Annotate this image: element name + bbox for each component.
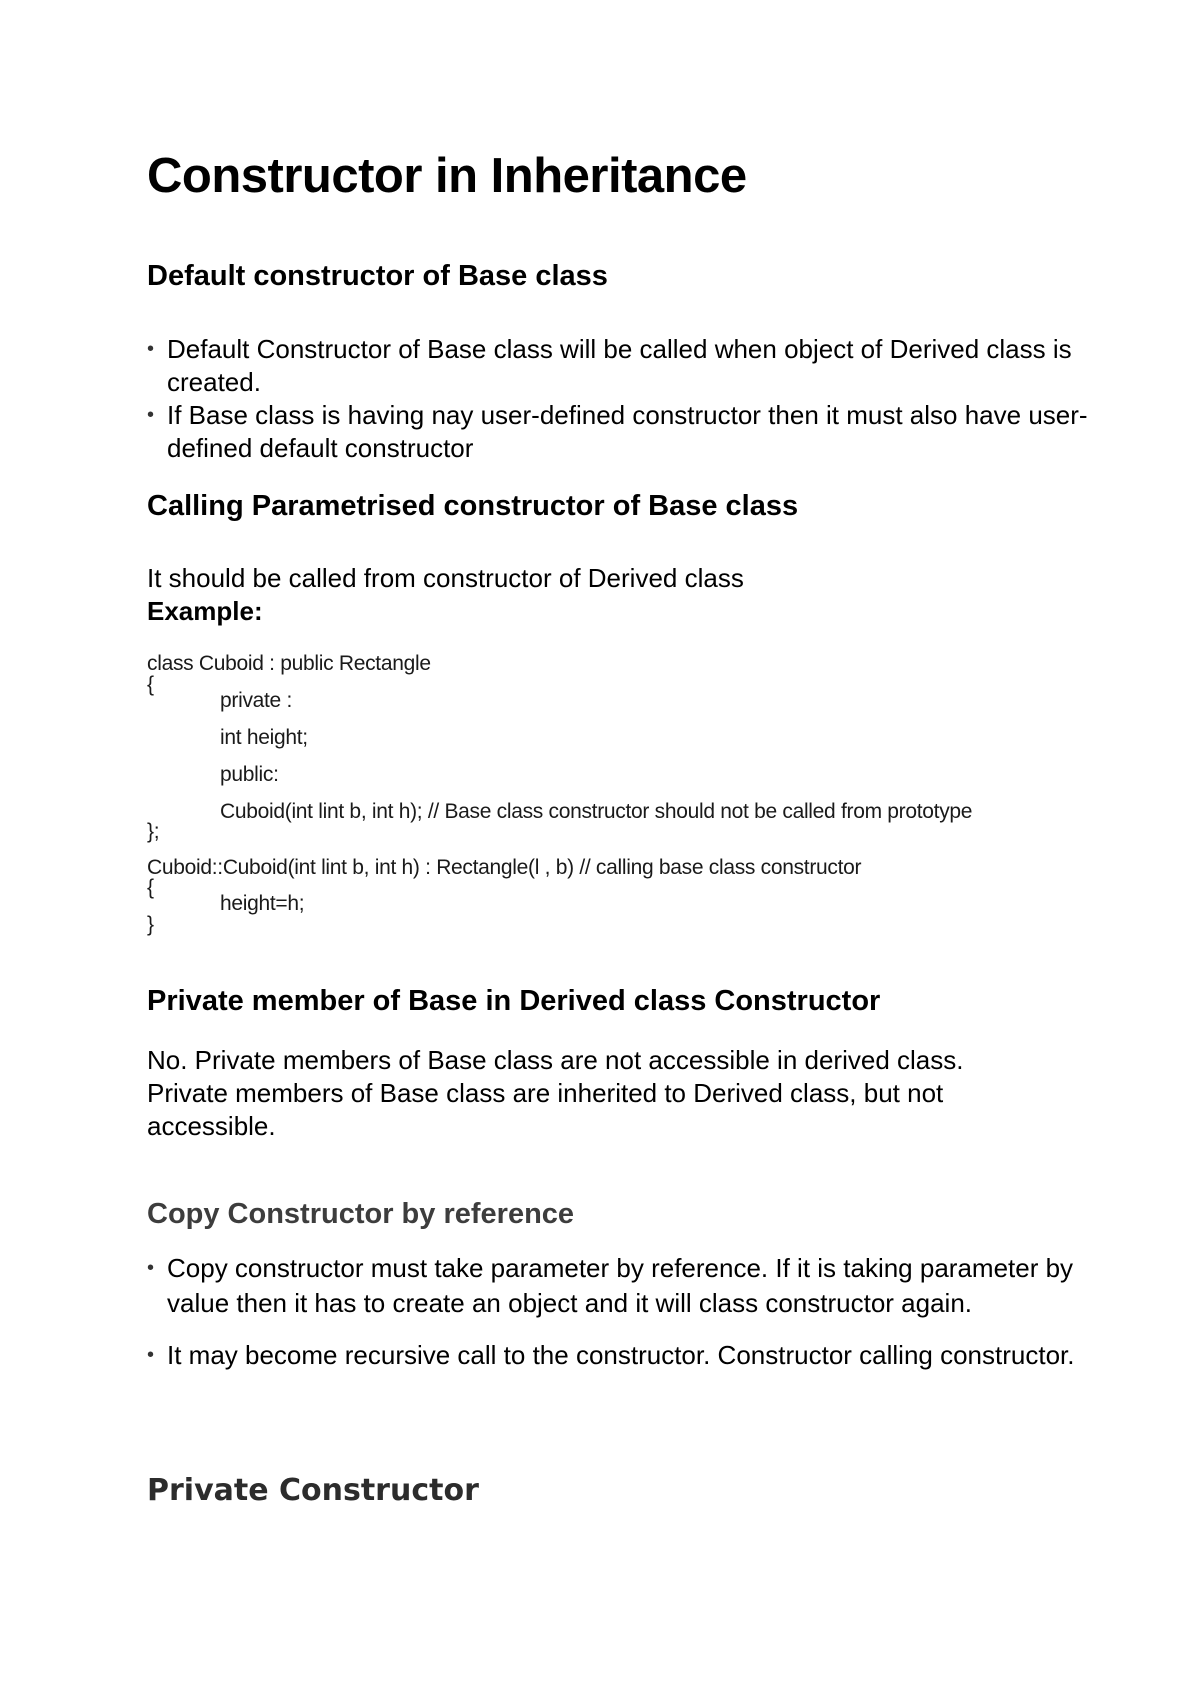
section-heading-default-constructor: Default constructor of Base class (147, 260, 608, 292)
paragraph-line: No. Private members of Base class are not accessible in derived class. (147, 1045, 964, 1075)
bullet-icon: • (147, 1257, 155, 1279)
list-item: • Copy constructor must take parameter by reference. If it is taking parameter by value then it has to create an object and it will class constructor again. (147, 1253, 1074, 1318)
page-title: Constructor in Inheritance (147, 149, 747, 203)
code-line: height=h; (220, 892, 305, 915)
code-line: class Cuboid : public Rectangle (147, 652, 431, 675)
code-line: Cuboid::Cuboid(int lint b, int h) : Rectangle(l , b) // calling base class constructor (147, 856, 862, 879)
list-item: • If Base class is having nay user-defined constructor then it must also have user-defined default constructor (147, 400, 1088, 463)
bullet-icon: • (147, 338, 155, 360)
bullet-icon: • (147, 404, 155, 426)
code-line: private : (220, 689, 292, 712)
code-line: int height; (220, 726, 308, 749)
section-heading-private-constructor: Private Constructor (147, 1473, 479, 1508)
paragraph-line: Private members of Base class are inherited to Derived class, but not (147, 1078, 944, 1108)
section-heading-copy-constructor: Copy Constructor by reference (147, 1198, 575, 1230)
code-line: } (147, 913, 154, 936)
section-heading-private-member: Private member of Base in Derived class Constructor (147, 985, 881, 1017)
section-text: It should be called from constructor of Derived class (147, 563, 744, 593)
code-line: Cuboid(int lint b, int h); // Base class constructor should not be called from prototype (220, 800, 973, 823)
code-line: { (147, 673, 154, 696)
section-heading-parametrised-constructor: Calling Parametrised constructor of Base class (147, 490, 799, 522)
example-label: Example: (147, 596, 263, 626)
bullet-list-default-constructor (147, 333, 1107, 465)
code-line: }; (147, 820, 160, 843)
bullet-list-copy-constructor (147, 1251, 1107, 1390)
list-item: • Default Constructor of Base class will be called when object of Derived class is created. (147, 334, 1072, 397)
code-line: public: (220, 763, 279, 786)
bullet-icon: • (147, 1344, 155, 1366)
code-line: { (147, 876, 154, 899)
paragraph-line: accessible. (147, 1111, 276, 1141)
list-item: • It may become recursive call to the constructor. Constructor calling constructor. (147, 1338, 1107, 1373)
